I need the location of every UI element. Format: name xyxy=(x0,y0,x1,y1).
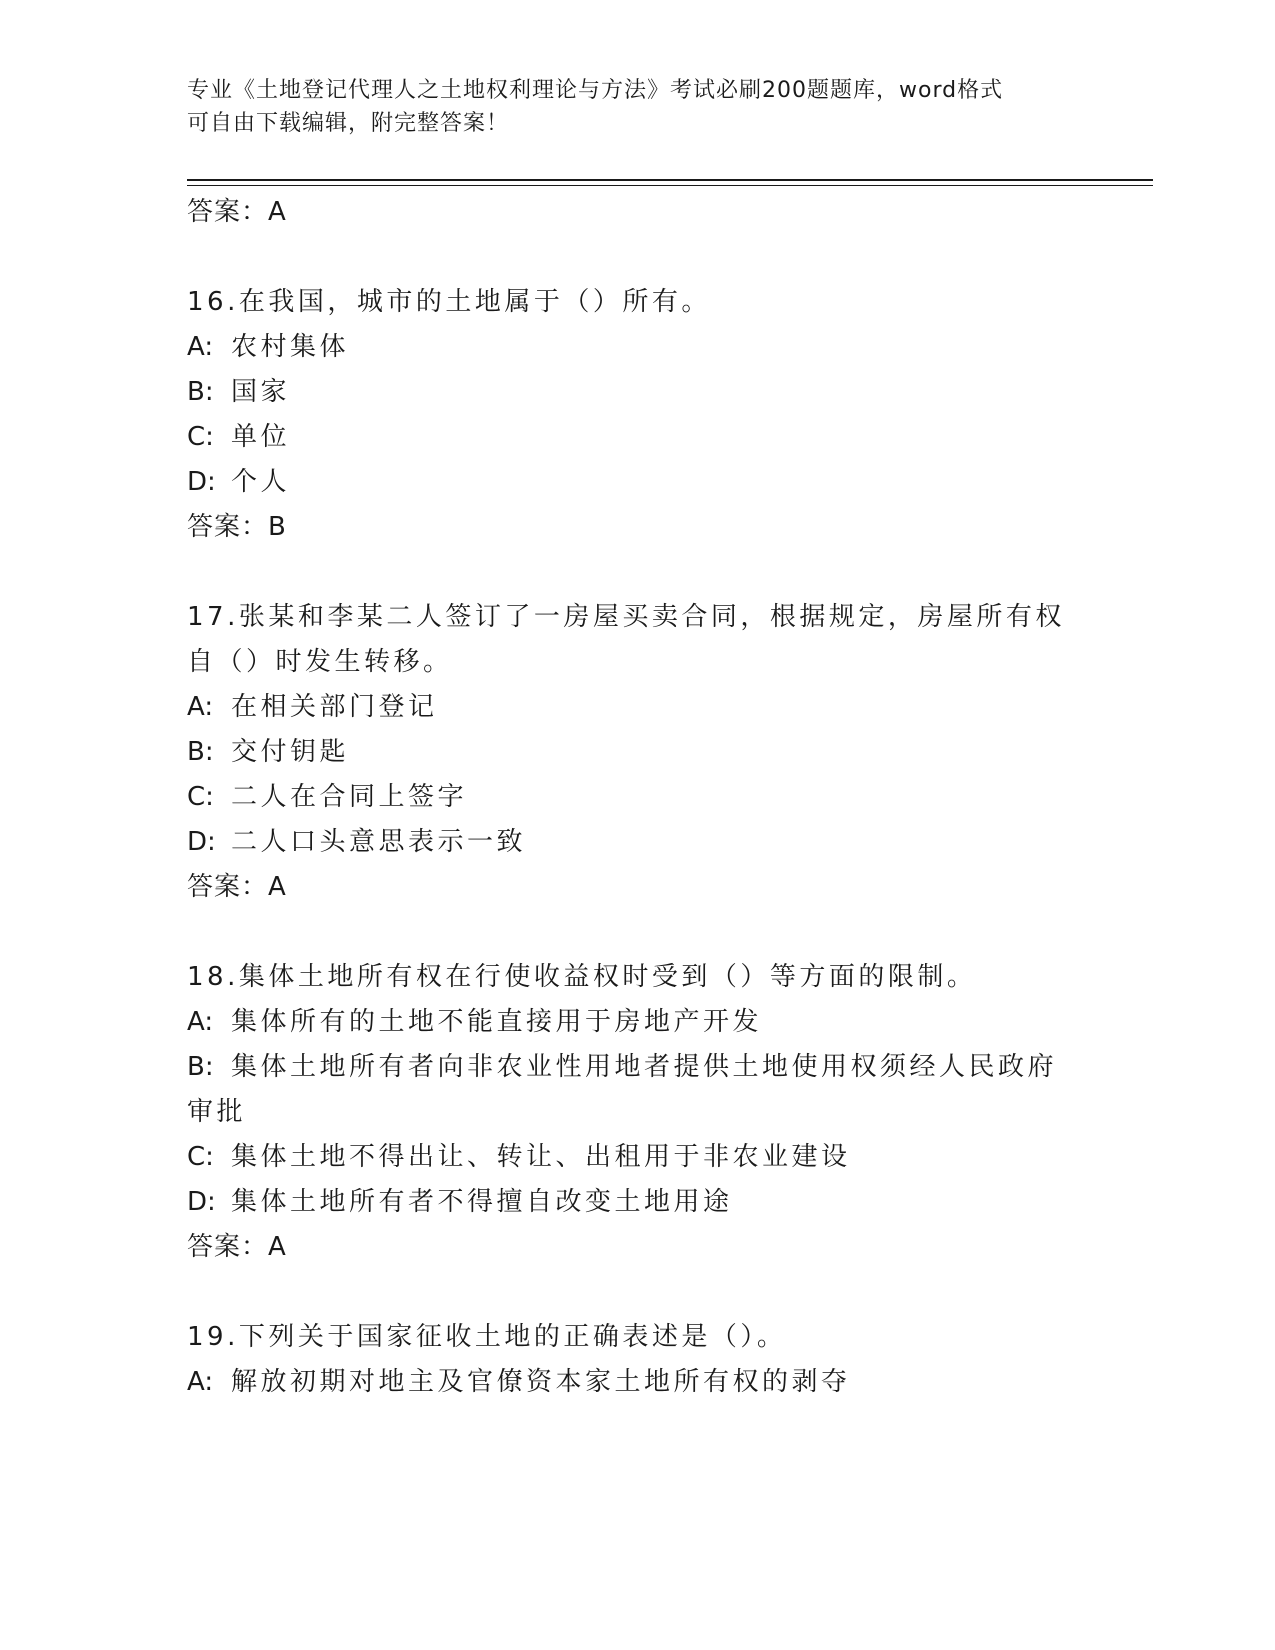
option-key: D: xyxy=(187,467,216,497)
document-header xyxy=(187,74,1067,140)
option-key: A: xyxy=(187,1007,214,1037)
question-19 xyxy=(187,1315,1077,1405)
option-text: 集体土地所有者向非农业性用地者提供土地使用权须经人民政府审批 xyxy=(187,1052,1058,1127)
option-text: 在相关部门登记 xyxy=(231,692,438,722)
question-number: 16. xyxy=(187,287,239,317)
option-text: 国家 xyxy=(231,377,291,407)
option-d xyxy=(187,460,1077,505)
option-d xyxy=(187,1180,1077,1225)
option-text: 集体土地所有者不得擅自改变土地用途 xyxy=(231,1187,733,1217)
answer-line: 答案：B xyxy=(187,512,287,542)
option-text: 二人在合同上签字 xyxy=(231,782,468,812)
question-stem: 张某和李某二人签订了一房屋买卖合同，根据规定，房屋所有权自（）时发生转移。 xyxy=(187,602,1065,677)
option-b xyxy=(187,1045,1077,1135)
option-text: 解放初期对地主及官僚资本家土地所有权的剥夺 xyxy=(231,1367,851,1397)
option-d xyxy=(187,820,1077,865)
question-stem: 集体土地所有权在行使收益权时受到（）等方面的限制。 xyxy=(238,962,977,992)
option-c xyxy=(187,775,1077,820)
option-key: B: xyxy=(187,737,214,767)
option-text: 二人口头意思表示一致 xyxy=(231,827,527,857)
option-a xyxy=(187,685,1077,730)
option-text: 农村集体 xyxy=(231,332,350,362)
option-key: C: xyxy=(187,782,214,812)
question-number: 17. xyxy=(187,602,239,632)
option-a xyxy=(187,1360,1077,1405)
answer-line: 答案：A xyxy=(187,1232,287,1262)
option-text: 交付钥匙 xyxy=(231,737,350,767)
question-text xyxy=(187,280,1077,325)
option-text: 集体土地不得出让、转让、出租用于非农业建设 xyxy=(231,1142,851,1172)
answer-line: 答案：A xyxy=(187,872,287,902)
option-key: B: xyxy=(187,1052,214,1082)
header-divider-thin xyxy=(187,185,1153,186)
question-17 xyxy=(187,595,1077,910)
option-key: C: xyxy=(187,1142,214,1172)
option-key: B: xyxy=(187,377,214,407)
option-b xyxy=(187,370,1077,415)
question-stem: 在我国，城市的土地属于（）所有。 xyxy=(238,287,711,317)
header-divider-thick xyxy=(187,179,1153,181)
question-number: 18. xyxy=(187,962,239,992)
option-c xyxy=(187,1135,1077,1180)
question-number: 19. xyxy=(187,1322,239,1352)
option-a xyxy=(187,1000,1077,1045)
question-text xyxy=(187,595,1077,685)
option-key: D: xyxy=(187,1187,216,1217)
option-c xyxy=(187,415,1077,460)
question-list xyxy=(187,190,1077,1405)
option-text: 单位 xyxy=(231,422,291,452)
question-18 xyxy=(187,955,1077,1270)
answer-line: 答案：A xyxy=(187,197,287,227)
header-line-1: 专业《土地登记代理人之土地权利理论与方法》考试必刷200题题库，word格式 xyxy=(187,78,1004,103)
option-b xyxy=(187,730,1077,775)
option-key: A: xyxy=(187,1367,214,1397)
question-16 xyxy=(187,280,1077,550)
question-stem: 下列关于国家征收土地的正确表述是（）。 xyxy=(238,1322,787,1352)
question-text xyxy=(187,955,1077,1000)
question-text xyxy=(187,1315,1077,1360)
option-key: A: xyxy=(187,332,214,362)
option-a xyxy=(187,325,1077,370)
option-key: A: xyxy=(187,692,214,722)
header-line-2: 可自由下载编辑，附完整答案！ xyxy=(187,111,510,136)
option-text: 个人 xyxy=(231,467,291,497)
option-key: D: xyxy=(187,827,216,857)
option-key: C: xyxy=(187,422,214,452)
option-text: 集体所有的土地不能直接用于房地产开发 xyxy=(231,1007,763,1037)
